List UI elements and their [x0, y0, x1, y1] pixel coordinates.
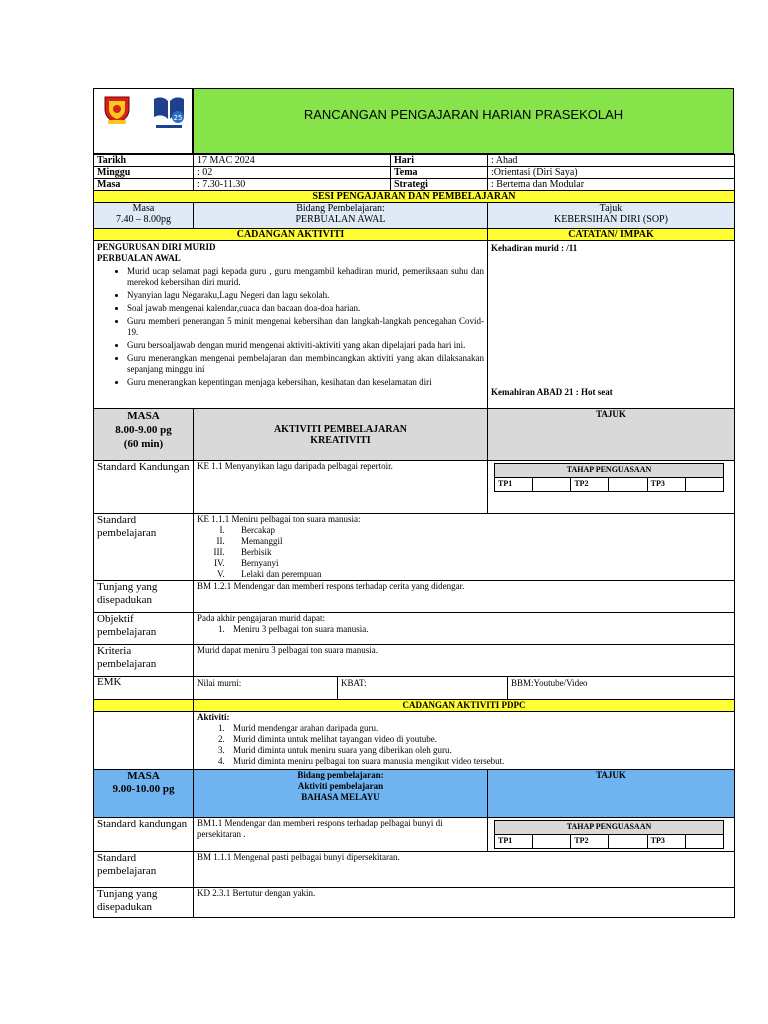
s3-tahap-table [494, 820, 724, 849]
s2-kbat: KBAT: [338, 677, 508, 699]
list-item: 3. Murid diminta untuk meniru suara yang diberikan oleh guru. [227, 745, 731, 756]
sesi-tajuk-value: KEBERSIHAN DIRI (SOP) [554, 214, 668, 225]
s2-aktiviti-cell [194, 409, 488, 461]
s3-tajuk-label: TAJUK [596, 770, 626, 780]
s3-sk-label: Standard kandungan [94, 818, 194, 852]
s2-aktiviti-title: AKTIVITI PEMBELAJARAN [273, 423, 408, 435]
school-crest-icon [102, 93, 132, 125]
s2-aktiviti-list [197, 723, 731, 767]
s2-aktiviti-label: Aktiviti: [197, 712, 230, 722]
s2-tahap-table [494, 463, 724, 492]
s2-cadangan-pdpc: CADANGAN AKTIVITI PDPC [194, 700, 735, 712]
list-item: 1. Murid mendengar arahan daripada guru. [227, 723, 731, 734]
s2-tp3-label: TP3 [647, 478, 685, 492]
s2-obj-list [197, 624, 731, 635]
logo-cell [93, 88, 193, 154]
s2-bbm: BBM:Youtube/Video [511, 678, 588, 688]
s3-tp1-box [533, 835, 571, 849]
s2-tajuk-label: TAJUK [596, 409, 626, 419]
list-item: V. Lelaki dan perempuan [227, 569, 731, 580]
s2-masa-cell [94, 409, 194, 461]
list-item: I. Bercakap [227, 525, 731, 536]
page-title: RANCANGAN PENGAJARAN HARIAN PRASEKOLAH [303, 107, 624, 122]
list-item: II. Memanggil [227, 536, 731, 547]
s2-sk-label: Standard Kandungan [94, 461, 194, 514]
s2-aktiviti-sub: KREATIVITI [310, 434, 371, 446]
s2-nilai: Nilai murni: [194, 677, 338, 699]
sesi-tajuk-label: Tajuk [599, 203, 623, 214]
minggu-value: : 02 [194, 167, 391, 179]
s3-tp3-box [685, 835, 723, 849]
tema-value: :Orientasi (Diri Saya) [488, 167, 735, 179]
sesi-masa-cell [94, 203, 194, 229]
perbualan-awal-cell [94, 241, 488, 409]
sesi-tajuk-cell [488, 203, 735, 229]
list-item: • Murid ucap selamat pagi kepada guru , guru mengambil kehadiran murid, pemeriksaan suhu dan merekod kebersihan diri murid. [127, 266, 484, 288]
s2-kri-label: Kriteria pembelajaran [94, 645, 194, 677]
masa-value: : 7.30-11.30 [194, 179, 391, 191]
s3-tahap-cell [488, 818, 735, 852]
s3-sk-value: BM1.1 Mendengar dan memberi respons terhadap pelbagai bunyi di persekitaran . [194, 818, 488, 852]
s3-tp2-box [609, 835, 647, 849]
s2-sk-value: KE 1.1 Menyanyikan lagu daripada pelbagai repertoir. [194, 461, 488, 514]
s2-masa-duration: (60 min) [123, 438, 164, 450]
sesi-masa-label: Masa [132, 203, 155, 214]
perbualan-heading: PERBUALAN AWAL [97, 253, 181, 263]
s2-obj-label: Objektif pembelajaran [94, 613, 194, 645]
lesson-table [93, 154, 735, 918]
s2-sp-cell [194, 514, 735, 581]
s2-aktiviti-blank [94, 712, 194, 770]
masa-label: Masa [94, 179, 194, 191]
sesi-bidang-cell [194, 203, 488, 229]
catatan-cell [488, 241, 735, 409]
perbualan-bullet-list [97, 266, 484, 388]
sesi-bidang-label: Bidang Pembelajaran: [296, 203, 385, 214]
s2-tp2-label: TP2 [571, 478, 609, 492]
s3-tp3-label: TP3 [647, 835, 685, 849]
s2-tp2-box [609, 478, 647, 492]
s3-masa-cell [94, 770, 194, 818]
s2-pdpc-spacer [94, 700, 194, 712]
s2-obj-intro: Pada akhir pengajaran murid dapat: [197, 613, 325, 623]
kehadiran-text: Kehadiran murid : /11 [491, 243, 578, 253]
s2-kri-value: Murid dapat meniru 3 pelbagai ton suara manusia. [194, 645, 735, 677]
list-item: 1. Meniru 3 pelbagai ton suara manusia. [227, 624, 731, 635]
s2-obj-cell [194, 613, 735, 645]
s2-emk-label: EMK [94, 677, 194, 700]
ministry-logo-icon [152, 95, 186, 131]
list-item: • Guru menerangkan kepentingan menjaga kebersihan, kesihatan dan keselamatan diri [127, 377, 484, 388]
tarikh-value: 17 MAC 2024 [194, 155, 391, 167]
s3-masa-time: 9.00-10.00 pg [112, 783, 175, 795]
s2-tahap-cell [488, 461, 735, 514]
s2-sp-value: KE 1.1.1 Meniru pelbagai ton suara manusia: [197, 514, 361, 524]
s2-tp1-box [533, 478, 571, 492]
s3-tahap-title: TAHAP PENGUASAAN [495, 821, 724, 835]
s3-tj-value: KD 2.3.1 Bertutur dengan yakin. [194, 888, 735, 918]
pengurusan-heading: PENGURUSAN DIRI MURID [97, 242, 216, 252]
s2-sp-label: Standard pembelajaran [94, 514, 194, 581]
s3-aktiviti-label: Aktiviti pembelajaran [297, 781, 384, 791]
list-item: • Guru menerangkan mengenai pembelajaran dan membincangkan aktiviti yang akan dilaksanakan sepanjang minggu ini [127, 353, 484, 375]
cadangan-aktiviti-header: CADANGAN AKTIVITI [94, 229, 488, 241]
s3-bidang-cell [194, 770, 488, 818]
list-item: • Soal jawab mengenai kalendar,cuaca dan bacaan doa-doa harian. [127, 303, 484, 314]
s2-emk-cell [194, 677, 735, 700]
s3-tp1-label: TP1 [495, 835, 533, 849]
strategi-value: : Bertema dan Modular [488, 179, 735, 191]
list-item: 2. Murid diminta untuk melihat tayangan video di youtube. [227, 734, 731, 745]
header-title-band [193, 88, 734, 154]
list-item: III. Berbisik [227, 547, 731, 558]
s3-sp-label: Standard pembelajaran [94, 852, 194, 888]
strategi-label: Strategi [391, 179, 488, 191]
list-item: • Guru bersoaljawab dengan murid mengenai aktiviti-aktiviti yang akan dipelajari pada hari ini. [127, 340, 484, 351]
svg-text:25: 25 [173, 114, 183, 122]
sesi-title: SESI PENGAJARAN DAN PEMBELAJARAN [94, 191, 735, 203]
hari-label: Hari [391, 155, 488, 167]
sesi-bidang-value: PERBUALAN AWAL [295, 214, 386, 225]
s2-masa-time: 8.00-9.00 pg [115, 424, 172, 436]
s3-bidang-label: Bidang pembelajaran: [297, 770, 384, 780]
s3-masa-label: MASA [127, 770, 160, 782]
kemahiran-text: Kemahiran ABAD 21 : Hot seat [491, 387, 613, 397]
s2-tj-label: Tunjang yang disepadukan [94, 581, 194, 613]
s3-subject: BAHASA MELAYU [301, 792, 380, 802]
list-item: IV. Bernyanyi [227, 558, 731, 569]
s2-masa-label: MASA [127, 410, 160, 422]
s3-tajuk-cell [488, 770, 735, 818]
list-item: 4. Murid diminta meniru pelbagai ton suara manusia mengikut video tersebut. [227, 756, 731, 767]
tema-label: Tema [391, 167, 488, 179]
s2-tj-value: BM 1.2.1 Mendengar dan memberi respons terhadap cerita yang didengar. [194, 581, 735, 613]
list-item: • Nyanyian lagu Negaraku,Lagu Negeri dan lagu sekolah. [127, 290, 484, 301]
s2-tp1-label: TP1 [495, 478, 533, 492]
s3-tp2-label: TP2 [571, 835, 609, 849]
s2-tahap-title: TAHAP PENGUASAAN [495, 464, 724, 478]
s2-aktiviti-list-cell [194, 712, 735, 770]
s2-tajuk-cell [488, 409, 735, 461]
s3-tj-label: Tunjang yang disepadukan [94, 888, 194, 918]
list-item: • Guru memberi penerangan 5 minit mengenai kebersihan dan langkah-langkah pencegahan Covid-19. [127, 316, 484, 338]
catatan-impak-header: CATATAN/ IMPAK [488, 229, 735, 241]
s3-sp-value: BM 1.1.1 Mengenal pasti pelbagai bunyi dipersekitaran. [194, 852, 735, 888]
tarikh-label: Tarikh [94, 155, 194, 167]
minggu-label: Minggu [94, 167, 194, 179]
sesi-masa-time: 7.40 – 8.00pg [116, 214, 171, 225]
s2-sp-list [197, 525, 731, 580]
s2-tp3-box [685, 478, 723, 492]
hari-value: : Ahad [488, 155, 735, 167]
